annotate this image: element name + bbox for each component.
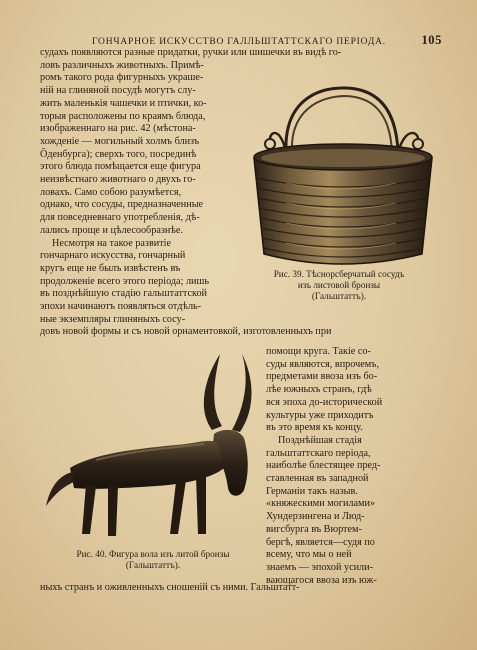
text-line: Ōденбурга); сверхъ того, посрединѣ — [40, 148, 197, 160]
text-line: Несмотря на такое развитіе — [52, 237, 172, 249]
text-line: довъ новой формы и съ новой орнаментовкой, изготовленныхъ при — [40, 326, 332, 338]
text-line: жить маленькія чашечки и птички, ко- — [40, 97, 207, 109]
text-line: суды являются, впрочемъ, — [266, 358, 379, 370]
running-header — [40, 33, 440, 48]
text-line: торыя расположены по краямъ блюда, — [40, 110, 206, 122]
text-line: культуры уже приходитъ — [266, 409, 374, 421]
text-line: Германіи такъ назыв. — [266, 485, 358, 497]
text-line: вающагося ввоза изъ юж- — [266, 574, 377, 586]
text-line: «княжескими могилами» — [266, 498, 375, 510]
figure-40-caption-line2: (Гальштаттъ). — [125, 560, 181, 570]
body-text-bottom — [40, 582, 440, 595]
text-line: ній на глиняной посудѣ могутъ слу- — [40, 85, 196, 97]
text-line: изображеннаго на рис. 42 (мѣстона- — [40, 123, 196, 135]
text-line: лались проще и цѣлесообразнѣе. — [40, 224, 183, 236]
text-line: вигсбурга въ Вюртем- — [266, 523, 362, 535]
body-text-right — [266, 346, 441, 587]
text-line: гальштаттскаго періода, — [266, 447, 371, 459]
text-line: продолженіе всего этого періода; лишь — [40, 275, 209, 287]
text-line: знаемъ — эпохой усили- — [266, 561, 373, 573]
text-line: ныхъ странъ и оживленныхъ сношеній съ ними. Гальштатт- — [40, 582, 300, 593]
text-line: Хундерзингена и Люд- — [266, 511, 365, 523]
figure-40-caption-line1: Рис. 40. Фигура вола изъ литой бронзы — [76, 549, 230, 559]
text-line: бергѣ, является—судя по — [266, 536, 375, 548]
bronze-ox-illustration — [36, 348, 266, 543]
text-line: всему, что мы о ней — [266, 549, 352, 561]
text-line: гончарнаго искусства, гончарный — [40, 250, 186, 262]
text-line: эпохи начинаютъ появляться отдѣль- — [40, 301, 202, 313]
figure-40-caption — [40, 549, 266, 571]
text-line: кругъ еще не былъ извѣстенъ въ — [40, 262, 181, 274]
text-line: неизвѣстнаго животнаго о двухъ го- — [40, 174, 196, 186]
text-line: въ позднѣйшую стадію гальштаттской — [40, 288, 207, 300]
bronze-pail-illustration — [246, 82, 440, 272]
text-line: ловахъ. Само собою разумѣется, — [40, 186, 182, 198]
page-number: 105 — [421, 33, 442, 47]
text-line: ромъ такого рода фигурныхъ украше- — [40, 72, 204, 84]
text-line: этого блюда помѣщается еще фигура — [40, 161, 201, 173]
text-line: лѣе южныхъ странъ, гдѣ — [266, 384, 372, 396]
text-line: однако, что сосуды, предназначенные — [40, 199, 204, 211]
running-title: ГОНЧАРНОЕ ИСКУССТВО ГАЛЛЬШТАТТСКАГО ПЕРІОДА. — [92, 37, 386, 47]
text-line: вся эпоха до-исторической — [266, 396, 383, 408]
text-line: ставленная въ западной — [266, 473, 369, 485]
text-line: помощи круга. Такіе со- — [266, 346, 371, 357]
figure-39-caption-line2: изъ листовой бронзы — [297, 280, 381, 290]
text-line: хожденіе — могильный холмъ близъ — [40, 135, 200, 147]
text-line: Позднѣйшая стадія — [278, 434, 362, 446]
text-line: судахъ появляются разные придатки, ручки или шишечки въ видѣ го- — [40, 47, 342, 58]
text-line: предметами ввоза изъ бо- — [266, 371, 378, 383]
text-line: ловъ различныхъ животныхъ. Примѣ- — [40, 59, 204, 71]
figure-39-caption-line1: Рис. 39. Тѣснорсберчатый сосудъ — [273, 269, 405, 279]
text-line: для повседневнаго употребленія, дѣ- — [40, 212, 200, 224]
figure-39-caption-line3: (Гальштаттъ). — [311, 291, 367, 301]
figure-39-caption — [236, 269, 442, 302]
text-line: наиболѣе блестящее пред- — [266, 460, 381, 472]
text-line: въ это время къ концу. — [266, 422, 363, 434]
text-line: ные экземпляры глиняныхъ сосу- — [40, 313, 186, 325]
